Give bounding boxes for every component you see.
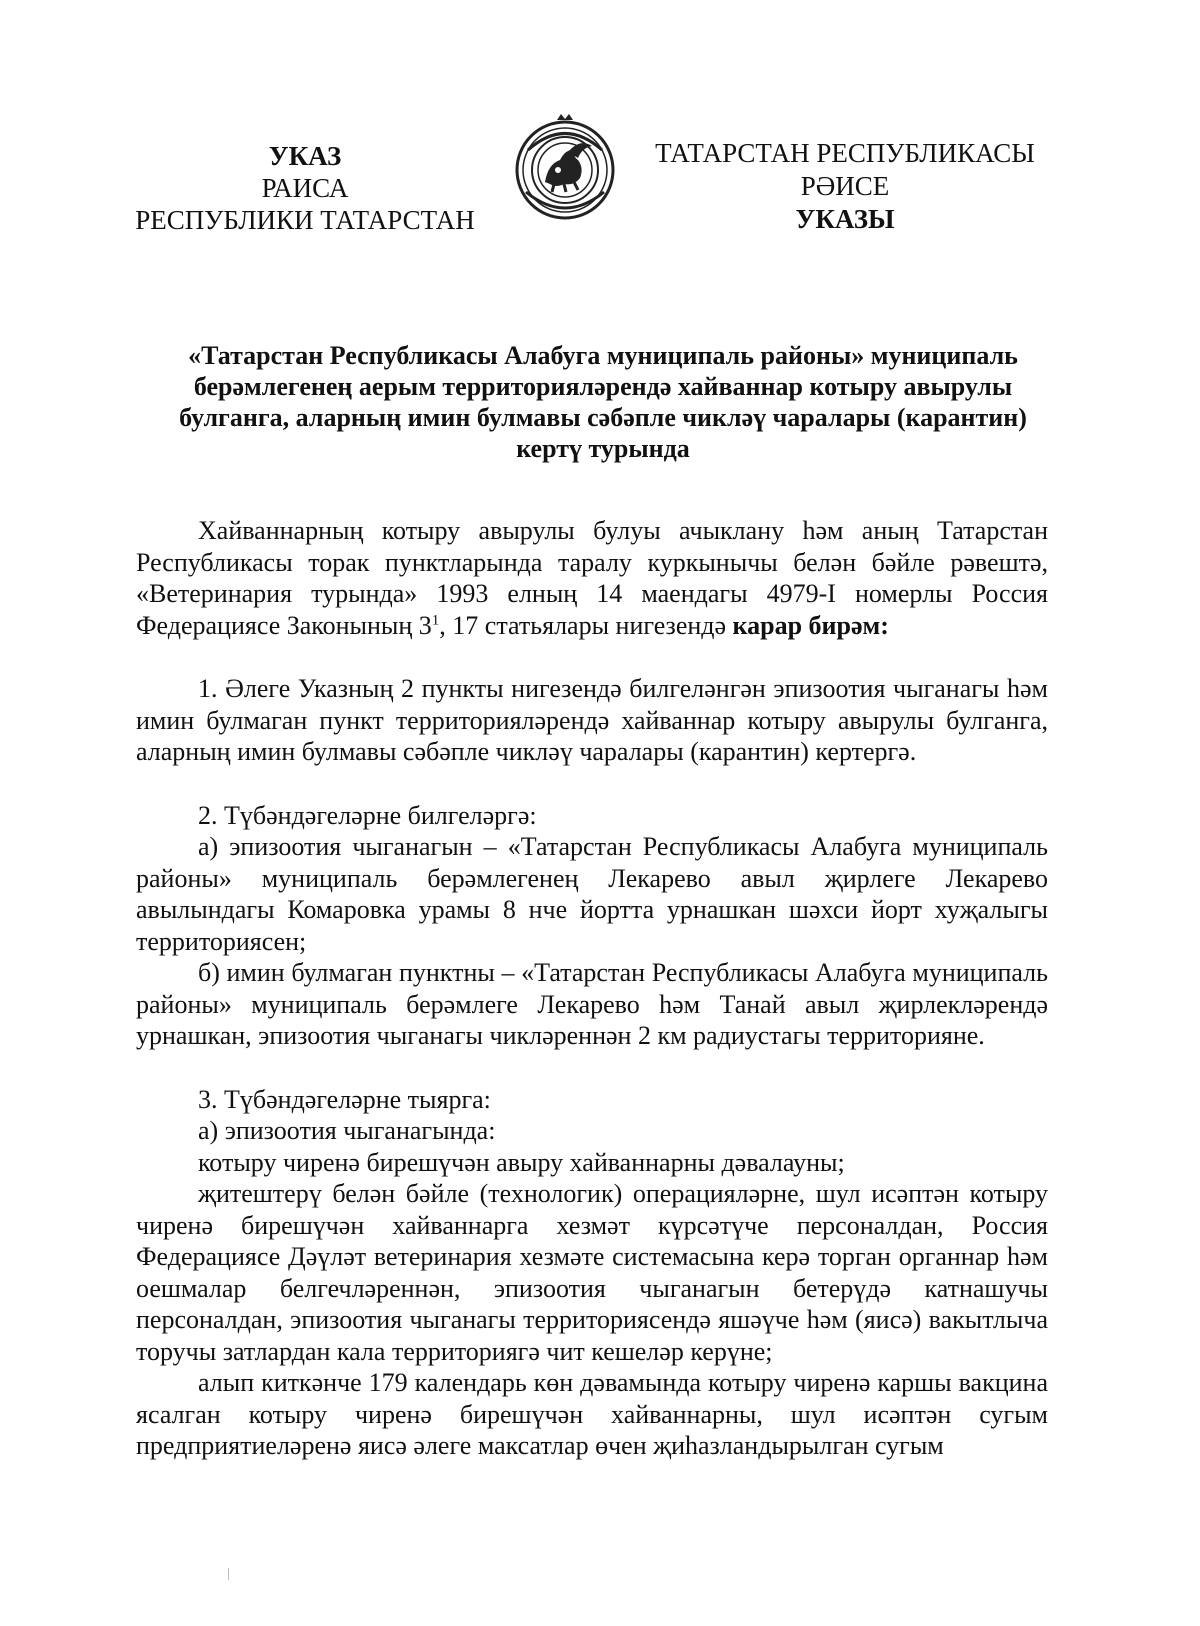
intro-decision: карар бирәм: [732, 610, 889, 640]
item-3-a-3: алып киткәнче 179 календарь көн дәвамында котыру чиренә каршы вакцина ясалган котыру чиренә бирешүчән хайваннарны, шул исәптән сугым предприятиеләренә яисә әлеге максатлар өчен җиһазландырылган сугым [136, 1368, 1048, 1460]
paragraph-gap [136, 641, 1048, 673]
header-tatar-line2: РӘИСЕ [800, 171, 890, 201]
title-line2: берәмлегенең аерым территорияләрендә хайваннар котыру авырулы [193, 372, 1013, 401]
scan-mark [228, 1568, 229, 1580]
header-russian-line1: УКАЗ [268, 141, 342, 171]
header-tatar-line3: УКАЗЫ [795, 204, 895, 234]
paragraph-gap [136, 1052, 1048, 1084]
title-line3: булганга, аларның имин булмавы сәбәпле чикләү чаралары (карантин) [179, 403, 1027, 432]
paragraph-gap [136, 768, 1048, 800]
intro-text-part2: , 17 статьялары нигезендә [439, 610, 733, 640]
intro-text-part1: Хайваннарның котыру авырулы булуы ачыклану һәм аның Татарстан Республикасы торак пунктларында таралу куркынычы белән бәйле рәвештә, «Ветеринария турында» 1993 елның 14 маендагы 4979-I номерлы Россия Федерациясе Законының 3 [136, 516, 1048, 640]
item-3-a-2: җитештерү белән бәйле (технологик) операцияләрне, шул исәптән котыру чиренә бирешүчән хайваннарга хезмәт күрсәтүче персоналдан, Россия Федерациясе Дәүләт ветеринария хезмәте системасына керә торган органнар һәм оешмалар белгечләреннән, эпизоотия чыганагын бетерүдә катнашучы персоналдан, эпизоотия чыганагы территориясендә яшәүче һәм (яисә) вакытлыча торучы затлардан кала территориягә чит кешеләр керүне; [136, 1179, 1048, 1366]
item-3-a-1: котыру чиренә бирешүчән авыру хайваннарны дәвалауны; [198, 1147, 845, 1177]
title-line1: «Татарстан Республикасы Алабуга муниципаль районы» муниципаль [188, 341, 1018, 370]
item-2-a: а) эпизоотия чыганагын – «Татарстан Республикасы Алабуга муниципаль районы» муниципаль берәмлегенең Лекарево авыл җирлеге Лекарево авылындагы Комаровка урамы 8 нче йортта урнашкан шәхси йорт хуҗалыгы территориясен; [136, 832, 1048, 956]
title-line4: кертү турында [516, 434, 690, 463]
header-tatar [655, 137, 1035, 236]
tatarstan-coat-of-arms-icon [510, 112, 620, 222]
document-title [138, 340, 1068, 464]
document-body [136, 515, 1048, 1462]
item-1: 1. Әлеге Указның 2 пункты нигезендә билгеләнгән эпизоотия чыганагы һәм имин булмаган пункт территорияләрендә хайваннар котыру авырулы булганга, аларның имин булмавы сәбәпле чикләү чаралары (карантин) кертергә. [136, 674, 1048, 766]
header-russian-line2: РАИСА [261, 173, 349, 203]
header-russian [130, 140, 480, 236]
header-russian-line3: РЕСПУБЛИКИ ТАТАРСТАН [135, 205, 475, 235]
intro-superscript: 1 [431, 611, 440, 628]
intro-paragraph [136, 515, 1048, 641]
item-2-heading: 2. Түбәндәгеләрне билгеләргә: [198, 800, 537, 830]
item-2-b: б) имин булмаган пунктны – «Татарстан Республикасы Алабуга муниципаль районы» муниципаль берәмлеге Лекарево һәм Танай авыл җирлекләрендә урнашкан, эпизоотия чыганагы чикләреннән 2 км радиустагы территорияне. [136, 958, 1048, 1050]
item-3-a: а) эпизоотия чыганагында: [198, 1116, 496, 1145]
item-3-heading: 3. Түбәндәгеләрне тыярга: [198, 1084, 491, 1114]
header-tatar-line1: ТАТАРСТАН РЕСПУБЛИКАСЫ [655, 138, 1035, 168]
